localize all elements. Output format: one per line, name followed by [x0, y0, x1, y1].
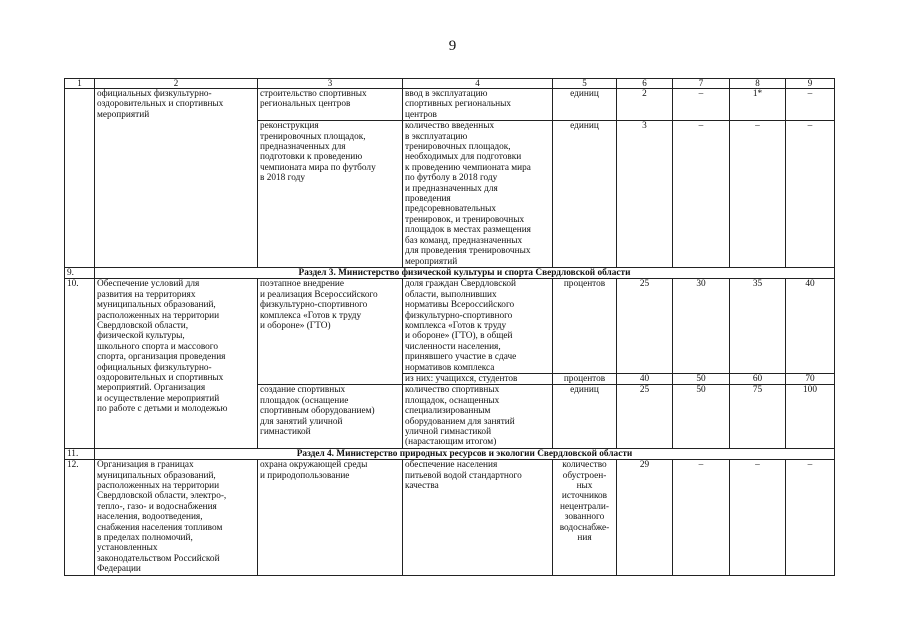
value-cell: – [730, 121, 786, 268]
row-number-cell [65, 89, 95, 268]
unit-cell: единиц [553, 385, 617, 448]
value-cell: 2 [617, 89, 673, 121]
unit-cell: единиц [553, 89, 617, 121]
indicator-cell: количество спортивных площадок, оснащенных специализированным оборудованием для занятий уличной гимнастикой (нарастающим итогом) [403, 385, 553, 448]
value-cell: 50 [673, 373, 730, 384]
col-header: 3 [258, 79, 403, 89]
value-cell: 60 [730, 373, 786, 384]
indicator-cell: количество введенных в эксплуатацию тренировочных площадок, необходимых для подготовки к проведению чемпионата мира по футболу в 2018 году и предназначенных для проведения предсоревновательных тренировок, и тренировочных площадок в местах размещения баз команд, предназначенных для проведения тренировочных мероприятий [403, 121, 553, 268]
table-row [65, 460, 835, 575]
unit-cell: процентов [553, 279, 617, 374]
activity-cell: создание спортивных площадок (оснащение спортивным оборудованием) для занятий уличной гимнастикой [258, 385, 403, 448]
col-header: 5 [553, 79, 617, 89]
indicators-table [64, 78, 835, 576]
col-header: 2 [95, 79, 258, 89]
indicator-cell: доля граждан Свердловской области, выполнивших нормативы Всероссийского физкультурно-спортивного комплекса «Готов к труду и обороне» (ГТО), в общей численности населения, принявшего участие в сдаче нормативов комплекса [403, 279, 553, 374]
value-cell: 50 [673, 385, 730, 448]
activity-cell: строительство спортивных региональных центров [258, 89, 403, 121]
page-number: 9 [448, 38, 457, 54]
activity-cell: охрана окружающей среды и природопользование [258, 460, 403, 575]
activity-cell: реконструкция тренировочных площадок, предназначенных для подготовки к проведению чемпионата мира по футболу в 2018 году [258, 121, 403, 268]
value-cell: 25 [617, 385, 673, 448]
col-header: 6 [617, 79, 673, 89]
header-row [65, 79, 835, 89]
col-header: 8 [730, 79, 786, 89]
row-number-cell: 10. [65, 279, 95, 449]
value-cell: – [673, 121, 730, 268]
value-cell: 40 [617, 373, 673, 384]
unit-cell: процентов [553, 373, 617, 384]
value-cell: 25 [617, 279, 673, 374]
row-number-cell: 11. [65, 448, 95, 459]
indicator-cell: обеспечение населения питьевой водой стандартного качества [403, 460, 553, 575]
value-cell: 29 [617, 460, 673, 575]
section-row [65, 448, 835, 459]
row-number-cell: 9. [65, 267, 95, 278]
value-cell: 100 [786, 385, 835, 448]
value-cell: – [786, 89, 835, 121]
value-cell: 30 [673, 279, 730, 374]
value-cell: 70 [786, 373, 835, 384]
col-header: 7 [673, 79, 730, 89]
indicator-cell: из них: учащихся, студентов [403, 373, 553, 384]
col-header: 4 [403, 79, 553, 89]
section-row [65, 267, 835, 278]
value-cell: 1* [730, 89, 786, 121]
col-header: 9 [786, 79, 835, 89]
event-cell: Организация в границах муниципальных образований, расположенных на территории Свердловской области, электро-, тепло-, газо- и водоснабжения населения, водоотведения, снабжения населения топливом в пределах полномочий, установленных законодательством Российской Федерации [95, 460, 258, 575]
value-cell: 75 [730, 385, 786, 448]
indicator-cell: ввод в эксплуатацию спортивных региональных центров [403, 89, 553, 121]
col-header: 1 [65, 79, 95, 89]
section-title: Раздел 3. Министерство физической культуры и спорта Свердловской области [95, 267, 835, 278]
event-cell: официальных физкультурно- оздоровительных и спортивных мероприятий [95, 89, 258, 268]
unit-cell: единиц [553, 121, 617, 268]
value-cell: 3 [617, 121, 673, 268]
value-cell: – [673, 89, 730, 121]
section-title: Раздел 4. Министерство природных ресурсов и экологии Свердловской области [95, 448, 835, 459]
value-cell: – [786, 460, 835, 575]
value-cell: – [730, 460, 786, 575]
table-row [65, 279, 835, 374]
value-cell: 40 [786, 279, 835, 374]
event-cell: Обеспечение условий для развития на территориях муниципальных образований, расположенных на территории Свердловской области, физической культуры, школьного спорта и массового спорта, организация проведения официальных физкультурно- оздоровительных и спортивных мероприятий. Организация и осуществление мероприятий по работе с детьми и молодежью [95, 279, 258, 449]
value-cell: 35 [730, 279, 786, 374]
value-cell: – [673, 460, 730, 575]
activity-cell: поэтапное внедрение и реализация Всероссийского физкультурно-спортивного комплекса «Готов к труду и обороне» (ГТО) [258, 279, 403, 385]
table-row [65, 89, 835, 121]
value-cell: – [786, 121, 835, 268]
row-number-cell: 12. [65, 460, 95, 575]
unit-cell: количество обустроен- ных источников нецентрали- зованного водоснабже- ния [553, 460, 617, 575]
